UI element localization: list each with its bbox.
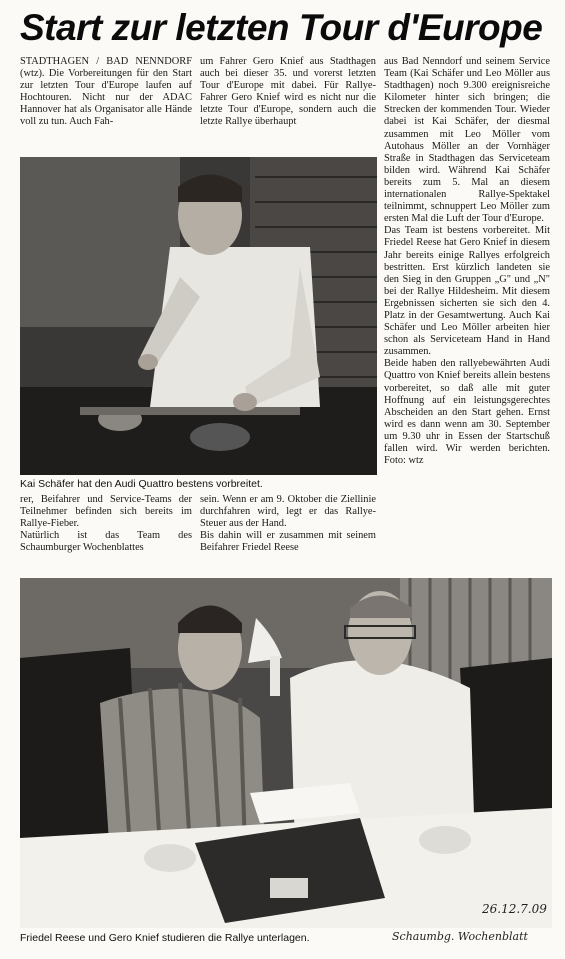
- caption-top-photo: Kai Schäfer hat den Audi Quattro bestens vorbreitet.: [20, 478, 263, 490]
- article-headline: Start zur letzten Tour d'Europe: [20, 7, 543, 48]
- column-2-bottom: [200, 494, 376, 572]
- photo-mechanic-engine: [20, 157, 377, 475]
- column-1-bottom-text: rer, Beifahrer und Service-Teams der Teilnehmer befinden sich bereits im Rallye-Fieber.: [20, 494, 192, 530]
- column-1-top-text: STADTHAGEN / BAD NENNDORF (wtz). Die Vorbereitungen für den Start zur letzten Tour d'Europe laufen auf Hochtouren. Nicht nur der ADAC Hannover hat als Organisator alle Hände voll zu tun. Auch Fah-: [20, 56, 192, 128]
- column-3-paragraph-3: Beide haben den rallyebewährten Audi Quattro von Knief bereits allein bestens vorbereitet, so daß alle mit guter Hoffnung auf ein leistungsgerechtes Abscheiden an den Start gehen. Ernst wird es dann wenn am 30. September um 9.30 uhr in Essen der Startschuß fallen wird. Wir werden berichten. Foto: wtz: [384, 358, 550, 467]
- handwritten-source: Schaumbg. Wochenblatt: [392, 930, 528, 943]
- column-1-top: [20, 56, 192, 154]
- column-2-top-text: um Fahrer Gero Knief aus Stadthagen auch bei dieser 35. und vorerst letzten Tour d'Europe mit dabei. Für Rallye-Fahrer Gero Knief wird es nicht nur die letzte Tour d'Europe, sondern auch die letzte Rallye überhaupt: [200, 56, 376, 128]
- column-3-paragraph-1: aus Bad Nenndorf und seinem Service Team (Kai Schäfer und Leo Möller aus Stadthagen) noch 9.300 ereignisreiche Kilometer hinter sich bringen; die Strecken der kommenden Tour. Wieder dabei ist Kai Schäfer, der diesmal zusammen mit Leo Möller vom Autohaus Möller an der Vornhäger Straße in Stadthagen das Serviceteam bilden wird. Während Kai Schäfer bereits zum 5. Mal an diesem internationalen Rallye-Spektakel teilnimmt, schnuppert Leo Möller zum ersten Mal die Luft der Tour d'Europe.: [384, 56, 550, 225]
- column-2-bottom-text: sein. Wenn er am 9. Oktober die Ziellinie durchfahren wird, legt er das Rallye-Steuer aus der Hand.: [200, 494, 376, 530]
- column-1-bottom-text-2: Natürlich ist das Team des Schaumburger Wochenblattes: [20, 530, 192, 554]
- column-1-bottom: [20, 494, 192, 572]
- handwritten-date: 26.12.7.09: [482, 902, 547, 916]
- column-2-bottom-text-2: Bis dahin will er zusammen mit seinem Beifahrer Friedel Reese: [200, 530, 376, 554]
- column-2-top: [200, 56, 376, 154]
- column-3: [384, 56, 550, 576]
- caption-bottom-photo: Friedel Reese und Gero Knief studieren die Rallye unterlagen.: [20, 932, 310, 944]
- photo-team-studying: [20, 578, 552, 928]
- column-3-paragraph-2: Das Team ist bestens vorbereitet. Mit Friedel Reesе hat Gero Knief in diesem Jahr bereits einige Rallyes erfolgreich bestritten. Erst kürzlich landeten sie den Sieg in den Gruppen „G" und „N" bei der Rallye Hildesheim. Mit diesem Ergebnissen sicherten sie sich den 4. Platz in der Gesamtwertung. Auch Kai Schäfer und Leo Möller arbeiten hier schon als Serviceteam Hand in Hand zusammen.: [384, 225, 550, 358]
